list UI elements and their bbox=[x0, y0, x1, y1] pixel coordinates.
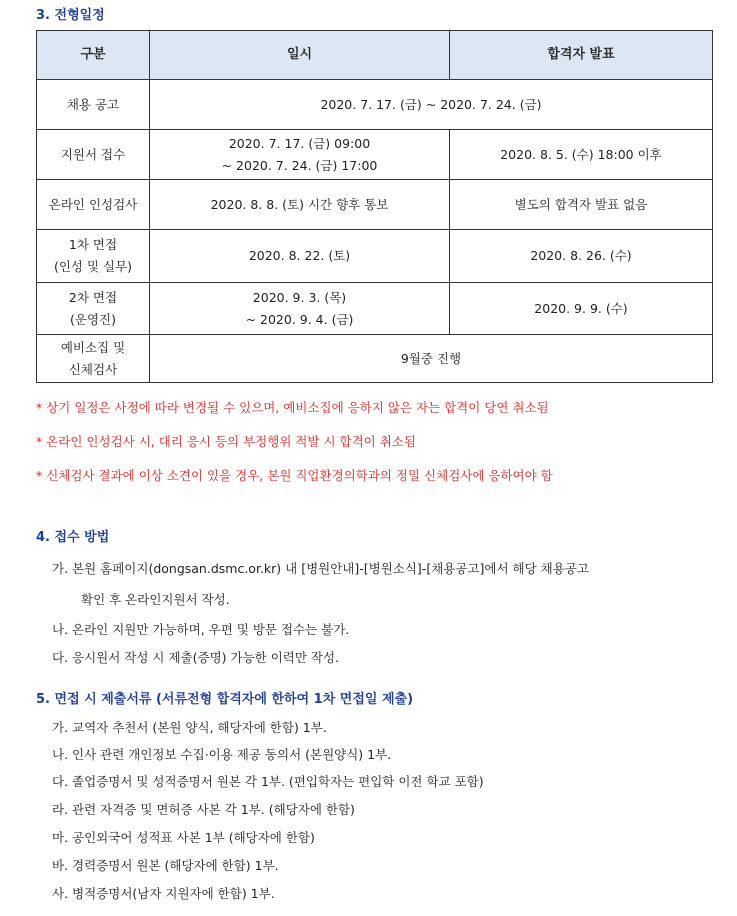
stage-line: 2차 면접 bbox=[68, 289, 118, 305]
announce-cell: 2020. 8. 5. (수) 18:00 이후 bbox=[450, 130, 713, 180]
header-datetime: 일시 bbox=[150, 31, 450, 80]
stage-line: (인성 및 실무) bbox=[53, 259, 133, 274]
list-item: 나. 온라인 지원만 가능하며, 우편 및 방문 접수는 불가. bbox=[52, 622, 350, 637]
header-announcement: 합격자 발표 bbox=[450, 31, 713, 80]
stage-cell bbox=[37, 283, 150, 335]
date-line: 2020. 7. 17. (금) 09:00 bbox=[228, 135, 371, 151]
stage-cell: 지원서 접수 bbox=[37, 130, 150, 180]
table-row bbox=[37, 80, 713, 130]
section-3-title: 3. 전형일정 bbox=[36, 8, 105, 23]
section-5-title: 5. 면접 시 제출서류 (서류전형 합격자에 한하여 1차 면접일 제출) bbox=[36, 692, 414, 707]
stage-cell bbox=[37, 335, 150, 383]
date-line: 2020. 9. 3. (목) bbox=[252, 289, 347, 305]
table-row bbox=[37, 230, 713, 283]
date-cell: 2020. 7. 17. (금) ~ 2020. 7. 24. (금) bbox=[150, 80, 713, 130]
header-category: 구분 bbox=[37, 31, 150, 80]
table-row bbox=[37, 283, 713, 335]
announce-cell: 별도의 합격자 발표 없음 bbox=[450, 180, 713, 230]
note-schedule-change: * 상기 일정은 사정에 따라 변경될 수 있으며, 예비소집에 응하지 않은 자는 합격이 당연 취소됨 bbox=[36, 400, 549, 415]
date-cell: 2020. 8. 22. (토) bbox=[150, 230, 450, 283]
stage-line: (운영진) bbox=[70, 311, 116, 327]
list-item: 다. 응시원서 작성 시 제출(증명) 가능한 이력만 작성. bbox=[52, 650, 340, 665]
announce-cell: 2020. 9. 9. (수) bbox=[450, 283, 713, 335]
list-item: 바. 경력증명서 원본 (해당자에 한함) 1부. bbox=[52, 858, 279, 873]
note-health-check: * 신체검사 결과에 이상 소견이 있을 경우, 본원 직업환경의학과의 정밀 신체검사에 응하여야 함 bbox=[36, 468, 553, 483]
date-cell bbox=[150, 130, 450, 180]
date-line: ~ 2020. 7. 24. (금) 17:00 bbox=[221, 157, 378, 173]
schedule-table bbox=[36, 30, 713, 383]
list-item: 가. 본원 홈페이지(dongsan.dsmc.or.kr) 내 [병원안내]-[병원소식]-[채용공고]에서 해당 채용공고 bbox=[52, 561, 589, 576]
table-row bbox=[37, 130, 713, 180]
stage-cell: 채용 공고 bbox=[37, 80, 150, 130]
list-item: 나. 인사 관련 개인정보 수집·이용 제공 동의서 (본원양식) 1부. bbox=[52, 747, 392, 762]
list-item: 라. 관련 자격증 및 면허증 사본 각 1부. (해당자에 한함) bbox=[52, 802, 355, 817]
list-item-continuation: 확인 후 온라인지원서 작성. bbox=[81, 592, 230, 607]
stage-line: 예비소집 및 bbox=[60, 339, 126, 355]
date-cell: 2020. 8. 8. (토) 시간 향후 통보 bbox=[150, 180, 450, 230]
stage-line: 1차 면접 bbox=[68, 237, 118, 253]
date-cell: 9월중 진행 bbox=[150, 335, 713, 383]
note-cheating: * 온라인 인성검사 시, 대리 응시 등의 부정행위 적발 시 합격이 취소됨 bbox=[36, 434, 416, 449]
date-line: ~ 2020. 9. 4. (금) bbox=[245, 311, 354, 327]
table-row bbox=[37, 335, 713, 383]
stage-cell bbox=[37, 230, 150, 283]
list-item: 다. 졸업증명서 및 성적증명서 원본 각 1부. (편입학자는 편입학 이전 학교 포함) bbox=[52, 774, 484, 789]
table-row bbox=[37, 180, 713, 230]
list-item: 가. 교역자 추천서 (본원 양식, 해당자에 한함) 1부. bbox=[52, 720, 327, 735]
date-cell bbox=[150, 283, 450, 335]
section-4-title: 4. 접수 방법 bbox=[36, 530, 110, 545]
stage-line: 신체검사 bbox=[68, 361, 118, 377]
announce-cell: 2020. 8. 26. (수) bbox=[450, 230, 713, 283]
table-header-row bbox=[37, 31, 713, 80]
stage-cell: 온라인 인성검사 bbox=[37, 180, 150, 230]
list-item: 마. 공인외국어 성적표 사본 1부 (해당자에 한함) bbox=[52, 830, 315, 845]
list-item: 사. 병적증명서(남자 지원자에 한함) 1부. bbox=[52, 886, 275, 901]
